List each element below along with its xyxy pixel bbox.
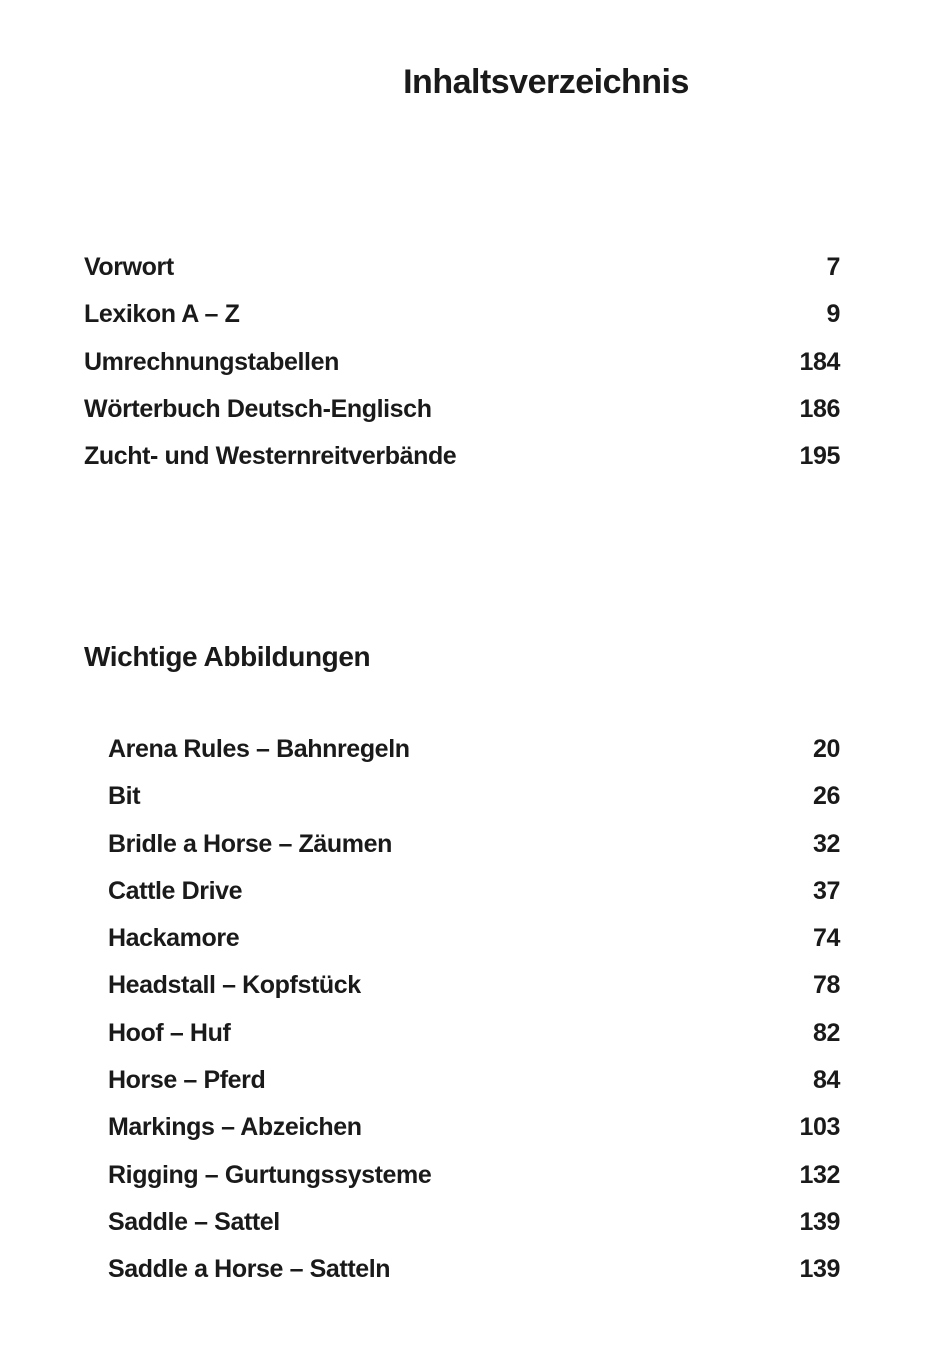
page-title: Inhaltsverzeichnis xyxy=(403,63,689,101)
toc-entry-label: Wörterbuch Deutsch-Englisch xyxy=(84,394,432,423)
toc-entry xyxy=(84,300,840,347)
figures-list xyxy=(108,735,840,1303)
figure-entry-label: Bit xyxy=(108,782,141,811)
toc-entry xyxy=(84,395,840,442)
figure-entry xyxy=(108,924,840,971)
figure-entry-page: 82 xyxy=(812,1018,840,1047)
figure-entry xyxy=(108,782,840,829)
figure-entry-label: Bridle a Horse – Zäumen xyxy=(108,829,392,858)
toc-entry-page: 186 xyxy=(799,394,840,423)
figure-entry-page: 132 xyxy=(799,1160,840,1189)
figure-entry-page: 103 xyxy=(799,1113,840,1142)
toc-entry xyxy=(84,442,840,489)
figure-entry xyxy=(108,1255,840,1302)
figure-entry xyxy=(108,877,840,924)
figure-entry xyxy=(108,1113,840,1160)
toc-entry-label: Zucht- und Westernreitverbände xyxy=(84,442,457,471)
toc-entry-page: 7 xyxy=(826,253,840,281)
figure-entry xyxy=(108,830,840,877)
figure-entry-page: 37 xyxy=(812,876,840,905)
figure-entry-page: 139 xyxy=(799,1255,840,1284)
figure-entry-page: 84 xyxy=(812,1066,840,1095)
figure-entry-label: Arena Rules – Bahnregeln xyxy=(108,735,410,763)
figure-entry xyxy=(108,1066,840,1113)
toc-entry xyxy=(84,253,840,300)
figure-entry-page: 26 xyxy=(812,782,840,811)
figure-entry-page: 20 xyxy=(812,735,840,763)
toc-entry xyxy=(84,348,840,395)
contents-list xyxy=(84,253,840,489)
toc-entry-label: Vorwort xyxy=(84,253,174,281)
figure-entry xyxy=(108,971,840,1018)
figure-entry-page: 139 xyxy=(799,1207,840,1236)
figure-entry-label: Cattle Drive xyxy=(108,876,243,905)
figure-entry-label: Markings – Abzeichen xyxy=(108,1113,362,1142)
figure-entry-label: Hackamore xyxy=(108,924,240,953)
toc-entry-label: Umrechnungstabellen xyxy=(84,347,339,376)
figure-entry-label: Saddle – Sattel xyxy=(108,1207,280,1236)
figure-entry-page: 74 xyxy=(812,924,840,953)
figure-entry xyxy=(108,1208,840,1255)
figure-entry-label: Horse – Pferd xyxy=(108,1066,266,1095)
figure-entry xyxy=(108,735,840,782)
figure-entry-label: Saddle a Horse – Satteln xyxy=(108,1255,391,1284)
figure-entry-page: 32 xyxy=(812,829,840,858)
toc-entry-page: 184 xyxy=(799,347,840,376)
figures-heading: Wichtige Abbildungen xyxy=(84,641,371,672)
toc-entry-page: 9 xyxy=(826,300,840,329)
figure-entry-page: 78 xyxy=(812,971,840,1000)
figure-entry-label: Headstall – Kopfstück xyxy=(108,971,361,1000)
figure-entry xyxy=(108,1161,840,1208)
toc-entry-page: 195 xyxy=(799,442,840,471)
figure-entry xyxy=(108,1019,840,1066)
toc-entry-label: Lexikon A – Z xyxy=(84,300,240,329)
figure-entry-label: Hoof – Huf xyxy=(108,1018,231,1047)
figure-entry-label: Rigging – Gurtungssysteme xyxy=(108,1160,432,1189)
